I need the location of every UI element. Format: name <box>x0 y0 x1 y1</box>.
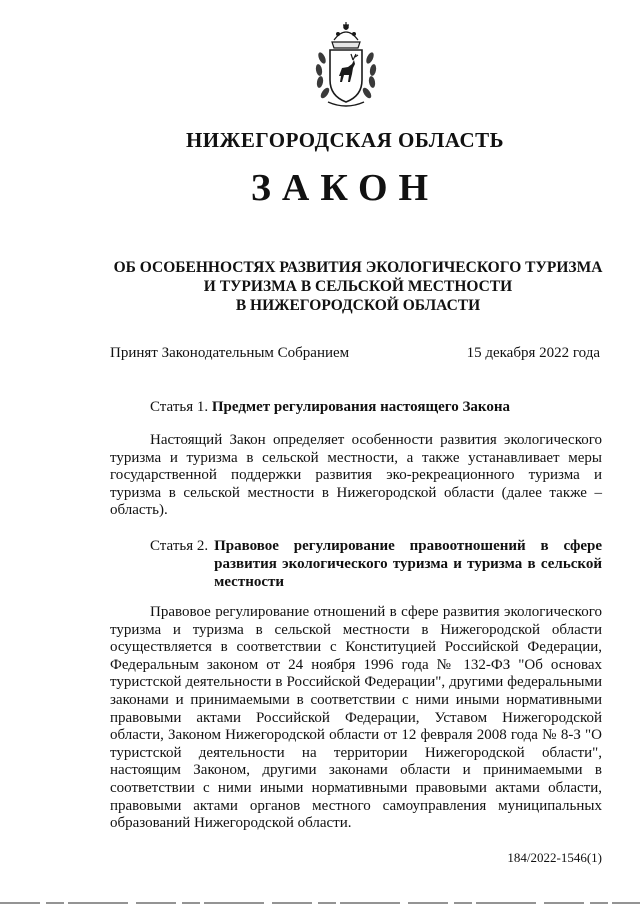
coat-of-arms-icon <box>308 18 384 112</box>
article-number: Статья 1. <box>150 399 209 415</box>
law-title <box>108 258 608 315</box>
registration-code: 184/2022-1546(1) <box>507 850 602 865</box>
article-1-text: Настоящий Закон определяет особенности развития экологического туризма и туризма в сельской местности, а также устанавливает меры государственной поддержки развития эко-рекреационного туризма и туризма в сельской местности в Нижегородской области (далее также – область). <box>110 432 602 519</box>
adoption-date: 15 декабря 2022 года <box>466 345 600 361</box>
article-1-heading <box>150 398 510 416</box>
law-title-line: И ТУРИЗМА В СЕЛЬСКОЙ МЕСТНОСТИ <box>203 278 513 295</box>
article-2-text: Правовое регулирование отношений в сфере развития экологического туризма и туризма в сельской местности в Нижегородской области осуществляется в соответствии с Конституцией Российской Федерации, Федеральным законом от 24 ноября 1996 года № 132-ФЗ "Об основах туристской деятельности в Российской Федерации", другими федеральными законами и принимаемыми в соответствии с ними иными нормативными правовыми актами Российской Федерации, Уставом Нижегородской области, Законом Нижегородской области от 12 февраля 2008 года № 8-З "О туристской деятельности на территории Нижегородской области", настоящим Законом, другими законами области и принимаемыми в соответствии с ними иными нормативными правовыми актами области, правовыми актами органов местного самоуправления муниципальных образований Нижегородской области. <box>110 604 602 832</box>
article-number: Статья 2. <box>150 538 209 554</box>
region-name: НИЖЕГОРОДСКАЯ ОБЛАСТЬ <box>185 128 505 152</box>
adopted-by: Принят Законодательным Собранием <box>110 345 350 361</box>
scan-edge-divider <box>0 899 640 905</box>
article-2-heading <box>150 537 602 591</box>
law-title-line: ОБ ОСОБЕННОСТЯХ РАЗВИТИЯ ЭКОЛОГИЧЕСКОГО ТУРИЗМА <box>113 259 603 276</box>
article-title: Правовое регулирование правоотношений в сфере развития экологического туризма и туризма в сельской местности <box>214 538 602 590</box>
article-title: Предмет регулирования настоящего Закона <box>211 399 510 415</box>
document-type: ЗАКОН <box>250 167 440 209</box>
adoption-line <box>110 345 600 362</box>
law-title-line: В НИЖЕГОРОДСКОЙ ОБЛАСТИ <box>235 297 481 314</box>
